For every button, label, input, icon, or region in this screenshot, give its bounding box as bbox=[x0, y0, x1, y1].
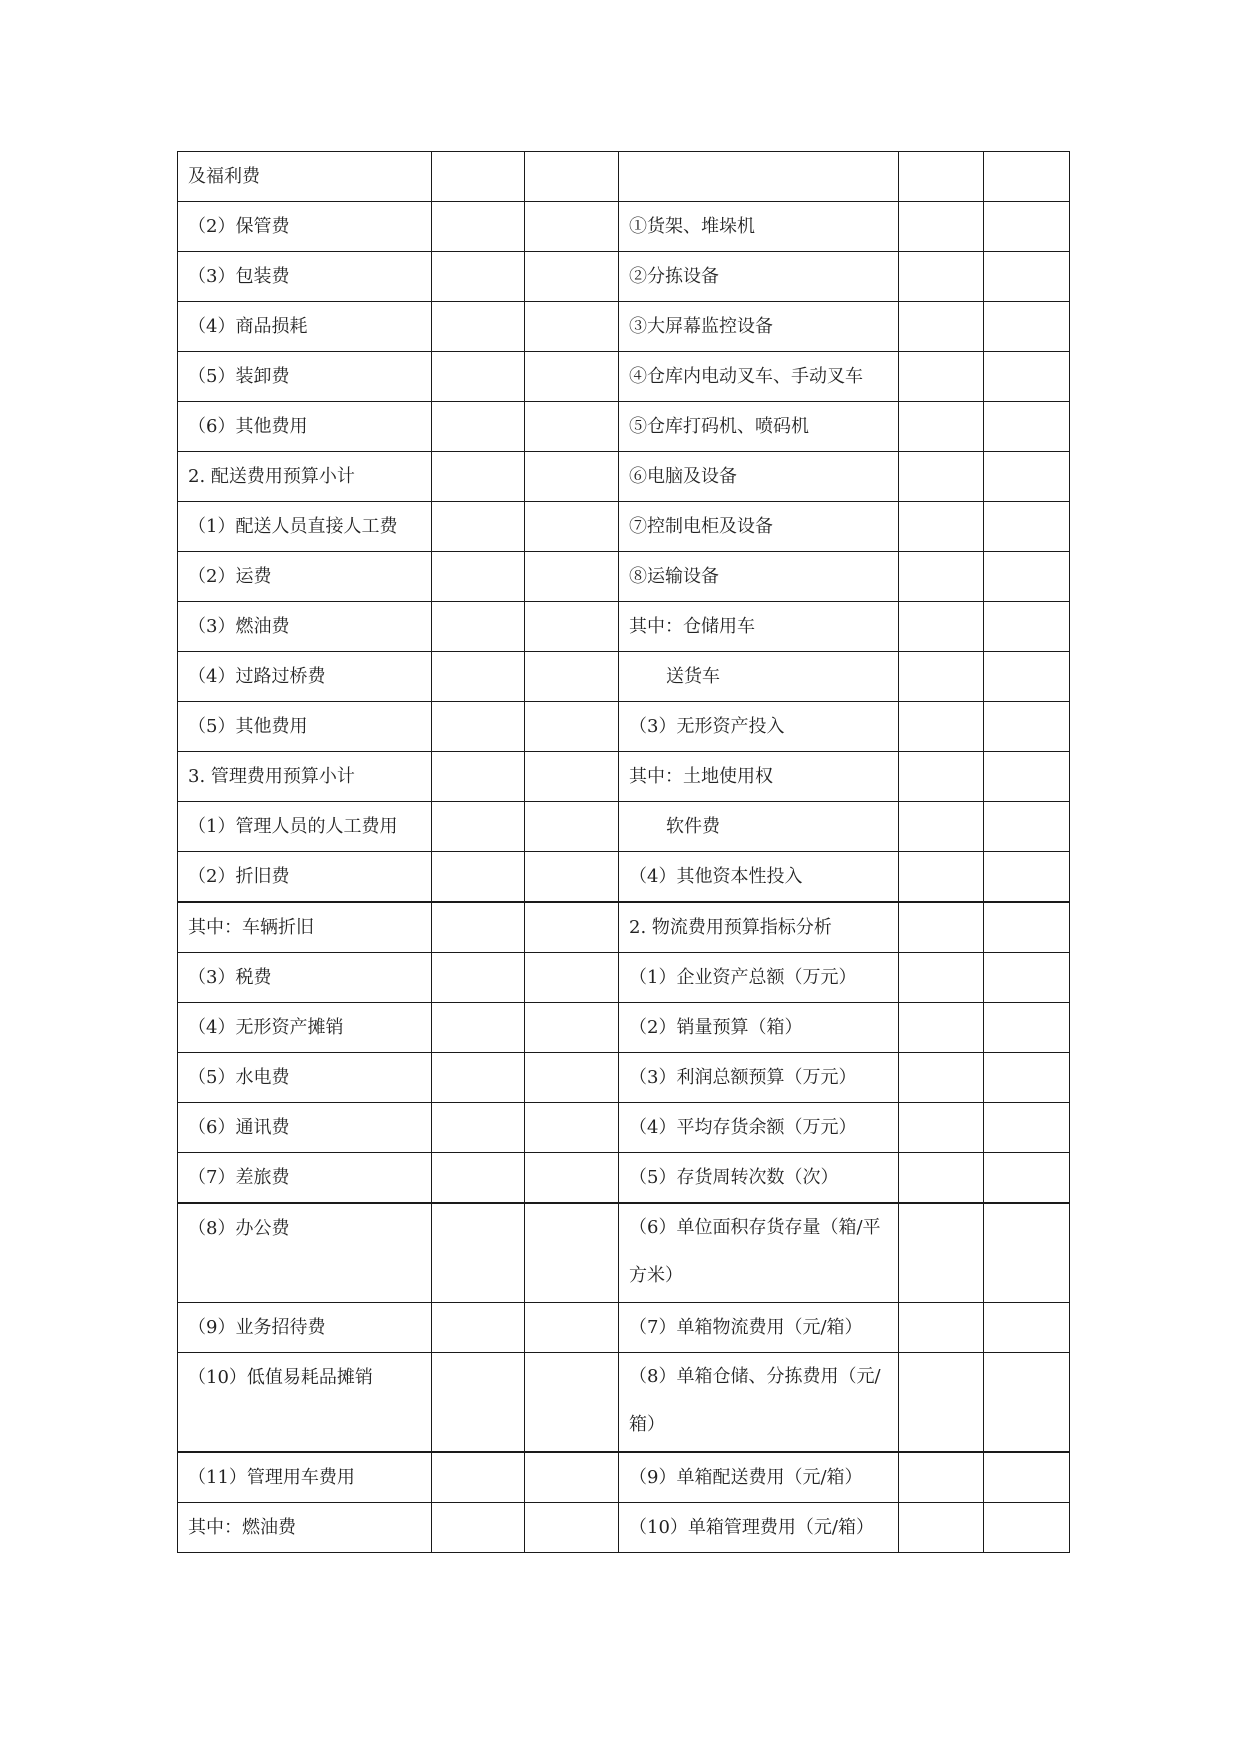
right-value-cell-1 bbox=[899, 702, 984, 752]
table-row bbox=[178, 702, 1070, 752]
left-label-cell: （2）折旧费 bbox=[178, 852, 432, 903]
left-value-cell-1 bbox=[432, 652, 525, 702]
table-row bbox=[178, 1053, 1070, 1103]
left-value-cell-1 bbox=[432, 1452, 525, 1503]
right-label-cell: （7）单箱物流费用（元/箱） bbox=[619, 1303, 899, 1353]
left-label-cell: （5）其他费用 bbox=[178, 702, 432, 752]
right-label-cell: （1）企业资产总额（万元） bbox=[619, 953, 899, 1003]
right-value-cell-2 bbox=[984, 953, 1070, 1003]
left-value-cell-2 bbox=[525, 1303, 619, 1353]
left-value-cell-1 bbox=[432, 953, 525, 1003]
right-value-cell-2 bbox=[984, 1003, 1070, 1053]
right-value-cell-1 bbox=[899, 402, 984, 452]
table-row bbox=[178, 302, 1070, 352]
right-value-cell-2 bbox=[984, 552, 1070, 602]
right-value-cell-2 bbox=[984, 1303, 1070, 1353]
right-value-cell-1 bbox=[899, 1452, 984, 1503]
right-value-cell-1 bbox=[899, 852, 984, 903]
table-row bbox=[178, 202, 1070, 252]
right-value-cell-2 bbox=[984, 302, 1070, 352]
left-value-cell-2 bbox=[525, 802, 619, 852]
left-value-cell-1 bbox=[432, 852, 525, 903]
table-row bbox=[178, 1203, 1070, 1303]
left-value-cell-2 bbox=[525, 852, 619, 903]
right-label-cell: （9）单箱配送费用（元/箱） bbox=[619, 1452, 899, 1503]
left-value-cell-1 bbox=[432, 602, 525, 652]
left-value-cell-1 bbox=[432, 1153, 525, 1204]
right-label-cell: ④仓库内电动叉车、手动叉车 bbox=[619, 352, 899, 402]
right-label-cell: （3）无形资产投入 bbox=[619, 702, 899, 752]
table-row bbox=[178, 602, 1070, 652]
left-value-cell-1 bbox=[432, 1103, 525, 1153]
left-label-cell: （4）商品损耗 bbox=[178, 302, 432, 352]
left-value-cell-1 bbox=[432, 252, 525, 302]
left-value-cell-1 bbox=[432, 902, 525, 953]
left-value-cell-2 bbox=[525, 652, 619, 702]
right-value-cell-2 bbox=[984, 402, 1070, 452]
table-row bbox=[178, 953, 1070, 1003]
left-label-cell: （3）燃油费 bbox=[178, 602, 432, 652]
table-row bbox=[178, 1452, 1070, 1503]
table-row bbox=[178, 902, 1070, 953]
left-value-cell-2 bbox=[525, 602, 619, 652]
left-value-cell-2 bbox=[525, 1103, 619, 1153]
right-value-cell-2 bbox=[984, 602, 1070, 652]
right-value-cell-2 bbox=[984, 702, 1070, 752]
right-value-cell-1 bbox=[899, 552, 984, 602]
left-label-cell: （2）保管费 bbox=[178, 202, 432, 252]
right-value-cell-2 bbox=[984, 1353, 1070, 1453]
left-value-cell-1 bbox=[432, 352, 525, 402]
left-value-cell-2 bbox=[525, 452, 619, 502]
left-value-cell-2 bbox=[525, 1503, 619, 1553]
right-label-cell: ①货架、堆垛机 bbox=[619, 202, 899, 252]
right-value-cell-2 bbox=[984, 1452, 1070, 1503]
left-value-cell-2 bbox=[525, 1053, 619, 1103]
table-row bbox=[178, 852, 1070, 903]
left-value-cell-2 bbox=[525, 302, 619, 352]
table-row bbox=[178, 452, 1070, 502]
right-value-cell-2 bbox=[984, 452, 1070, 502]
right-value-cell-2 bbox=[984, 1153, 1070, 1204]
right-label-cell: 其中：仓储用车 bbox=[619, 602, 899, 652]
left-value-cell-2 bbox=[525, 902, 619, 953]
left-label-cell: （4）无形资产摊销 bbox=[178, 1003, 432, 1053]
left-label-cell: （5）水电费 bbox=[178, 1053, 432, 1103]
left-value-cell-2 bbox=[525, 402, 619, 452]
left-value-cell-2 bbox=[525, 1153, 619, 1204]
right-label-cell: （6）单位面积存货存量（箱/平方米） bbox=[619, 1203, 899, 1303]
left-value-cell-1 bbox=[432, 1203, 525, 1303]
table-row bbox=[178, 1103, 1070, 1153]
left-label-cell: 其中：燃油费 bbox=[178, 1503, 432, 1553]
left-value-cell-1 bbox=[432, 1053, 525, 1103]
right-value-cell-1 bbox=[899, 1053, 984, 1103]
left-value-cell-2 bbox=[525, 202, 619, 252]
table-row bbox=[178, 352, 1070, 402]
left-value-cell-2 bbox=[525, 1203, 619, 1303]
left-value-cell-2 bbox=[525, 1003, 619, 1053]
left-label-cell: （11）管理用车费用 bbox=[178, 1452, 432, 1503]
right-label-cell: ⑦控制电柜及设备 bbox=[619, 502, 899, 552]
table-row bbox=[178, 1003, 1070, 1053]
right-value-cell-2 bbox=[984, 202, 1070, 252]
left-label-cell: （10）低值易耗品摊销 bbox=[178, 1353, 432, 1453]
right-label-cell: （4）其他资本性投入 bbox=[619, 852, 899, 903]
right-value-cell-1 bbox=[899, 1003, 984, 1053]
left-value-cell-1 bbox=[432, 1303, 525, 1353]
left-value-cell-2 bbox=[525, 502, 619, 552]
right-value-cell-2 bbox=[984, 652, 1070, 702]
left-value-cell-1 bbox=[432, 502, 525, 552]
right-value-cell-2 bbox=[984, 152, 1070, 202]
right-value-cell-1 bbox=[899, 902, 984, 953]
right-value-cell-1 bbox=[899, 252, 984, 302]
table-row bbox=[178, 802, 1070, 852]
left-value-cell-2 bbox=[525, 352, 619, 402]
right-value-cell-1 bbox=[899, 752, 984, 802]
right-value-cell-1 bbox=[899, 1153, 984, 1204]
left-label-cell: （6）通讯费 bbox=[178, 1103, 432, 1153]
left-value-cell-2 bbox=[525, 1353, 619, 1453]
right-value-cell-1 bbox=[899, 1103, 984, 1153]
right-value-cell-1 bbox=[899, 802, 984, 852]
left-value-cell-2 bbox=[525, 1452, 619, 1503]
left-label-cell: （1）配送人员直接人工费 bbox=[178, 502, 432, 552]
left-label-cell: （5）装卸费 bbox=[178, 352, 432, 402]
left-value-cell-2 bbox=[525, 252, 619, 302]
right-label-cell: （5）存货周转次数（次） bbox=[619, 1153, 899, 1204]
table-row bbox=[178, 402, 1070, 452]
right-label-cell: 其中：土地使用权 bbox=[619, 752, 899, 802]
right-value-cell-1 bbox=[899, 302, 984, 352]
left-value-cell-1 bbox=[432, 452, 525, 502]
right-value-cell-1 bbox=[899, 652, 984, 702]
right-label-cell: （2）销量预算（箱） bbox=[619, 1003, 899, 1053]
right-label-cell: 2. 物流费用预算指标分析 bbox=[619, 902, 899, 953]
left-value-cell-1 bbox=[432, 752, 525, 802]
left-value-cell-1 bbox=[432, 552, 525, 602]
right-label-cell: ⑤仓库打码机、喷码机 bbox=[619, 402, 899, 452]
left-value-cell-2 bbox=[525, 702, 619, 752]
left-label-cell: 其中：车辆折旧 bbox=[178, 902, 432, 953]
right-label-cell: ⑧运输设备 bbox=[619, 552, 899, 602]
left-value-cell-1 bbox=[432, 1353, 525, 1453]
right-value-cell-2 bbox=[984, 802, 1070, 852]
left-label-cell: 3. 管理费用预算小计 bbox=[178, 752, 432, 802]
table-row bbox=[178, 752, 1070, 802]
right-value-cell-1 bbox=[899, 602, 984, 652]
table-row bbox=[178, 652, 1070, 702]
table-row bbox=[178, 502, 1070, 552]
right-label-cell: （3）利润总额预算（万元） bbox=[619, 1053, 899, 1103]
right-value-cell-1 bbox=[899, 953, 984, 1003]
left-value-cell-1 bbox=[432, 802, 525, 852]
right-value-cell-1 bbox=[899, 1353, 984, 1453]
right-value-cell-1 bbox=[899, 1203, 984, 1303]
left-value-cell-1 bbox=[432, 302, 525, 352]
left-label-cell: （6）其他费用 bbox=[178, 402, 432, 452]
left-label-cell: （2）运费 bbox=[178, 552, 432, 602]
right-value-cell-2 bbox=[984, 1503, 1070, 1553]
left-label-cell: （4）过路过桥费 bbox=[178, 652, 432, 702]
right-value-cell-2 bbox=[984, 1203, 1070, 1303]
right-value-cell-2 bbox=[984, 752, 1070, 802]
left-label-cell: （9）业务招待费 bbox=[178, 1303, 432, 1353]
left-label-cell: （3）税费 bbox=[178, 953, 432, 1003]
left-value-cell-1 bbox=[432, 1503, 525, 1553]
right-label-cell: （8）单箱仓储、分拣费用（元/箱） bbox=[619, 1353, 899, 1453]
right-value-cell-2 bbox=[984, 852, 1070, 903]
left-value-cell-2 bbox=[525, 752, 619, 802]
right-label-cell bbox=[619, 152, 899, 202]
right-value-cell-1 bbox=[899, 1303, 984, 1353]
right-value-cell-1 bbox=[899, 1503, 984, 1553]
table-row bbox=[178, 1353, 1070, 1453]
left-value-cell-2 bbox=[525, 152, 619, 202]
right-value-cell-1 bbox=[899, 152, 984, 202]
right-value-cell-2 bbox=[984, 1053, 1070, 1103]
left-label-cell: 2. 配送费用预算小计 bbox=[178, 452, 432, 502]
right-value-cell-1 bbox=[899, 352, 984, 402]
table-row bbox=[178, 152, 1070, 202]
left-label-cell: （1）管理人员的人工费用 bbox=[178, 802, 432, 852]
right-label-cell: ③大屏幕监控设备 bbox=[619, 302, 899, 352]
right-label-cell: 软件费 bbox=[619, 802, 899, 852]
left-label-cell: （8）办公费 bbox=[178, 1203, 432, 1303]
table-row bbox=[178, 1303, 1070, 1353]
table-row bbox=[178, 252, 1070, 302]
right-label-cell: ②分拣设备 bbox=[619, 252, 899, 302]
left-value-cell-1 bbox=[432, 202, 525, 252]
right-value-cell-2 bbox=[984, 352, 1070, 402]
table-row bbox=[178, 552, 1070, 602]
right-value-cell-1 bbox=[899, 502, 984, 552]
left-value-cell-2 bbox=[525, 953, 619, 1003]
left-value-cell-1 bbox=[432, 702, 525, 752]
right-label-cell: （10）单箱管理费用（元/箱） bbox=[619, 1503, 899, 1553]
right-label-cell: ⑥电脑及设备 bbox=[619, 452, 899, 502]
left-value-cell-2 bbox=[525, 552, 619, 602]
right-value-cell-2 bbox=[984, 1103, 1070, 1153]
table-row bbox=[178, 1503, 1070, 1553]
right-value-cell-2 bbox=[984, 902, 1070, 953]
logistics-budget-table bbox=[177, 151, 1070, 1553]
left-value-cell-1 bbox=[432, 152, 525, 202]
right-label-cell: （4）平均存货余额（万元） bbox=[619, 1103, 899, 1153]
left-label-cell: （3）包装费 bbox=[178, 252, 432, 302]
right-label-cell: 送货车 bbox=[619, 652, 899, 702]
right-value-cell-1 bbox=[899, 202, 984, 252]
right-value-cell-1 bbox=[899, 452, 984, 502]
left-label-cell: 及福利费 bbox=[178, 152, 432, 202]
left-label-cell: （7）差旅费 bbox=[178, 1153, 432, 1204]
right-value-cell-2 bbox=[984, 502, 1070, 552]
right-value-cell-2 bbox=[984, 252, 1070, 302]
table-row bbox=[178, 1153, 1070, 1204]
left-value-cell-1 bbox=[432, 1003, 525, 1053]
left-value-cell-1 bbox=[432, 402, 525, 452]
